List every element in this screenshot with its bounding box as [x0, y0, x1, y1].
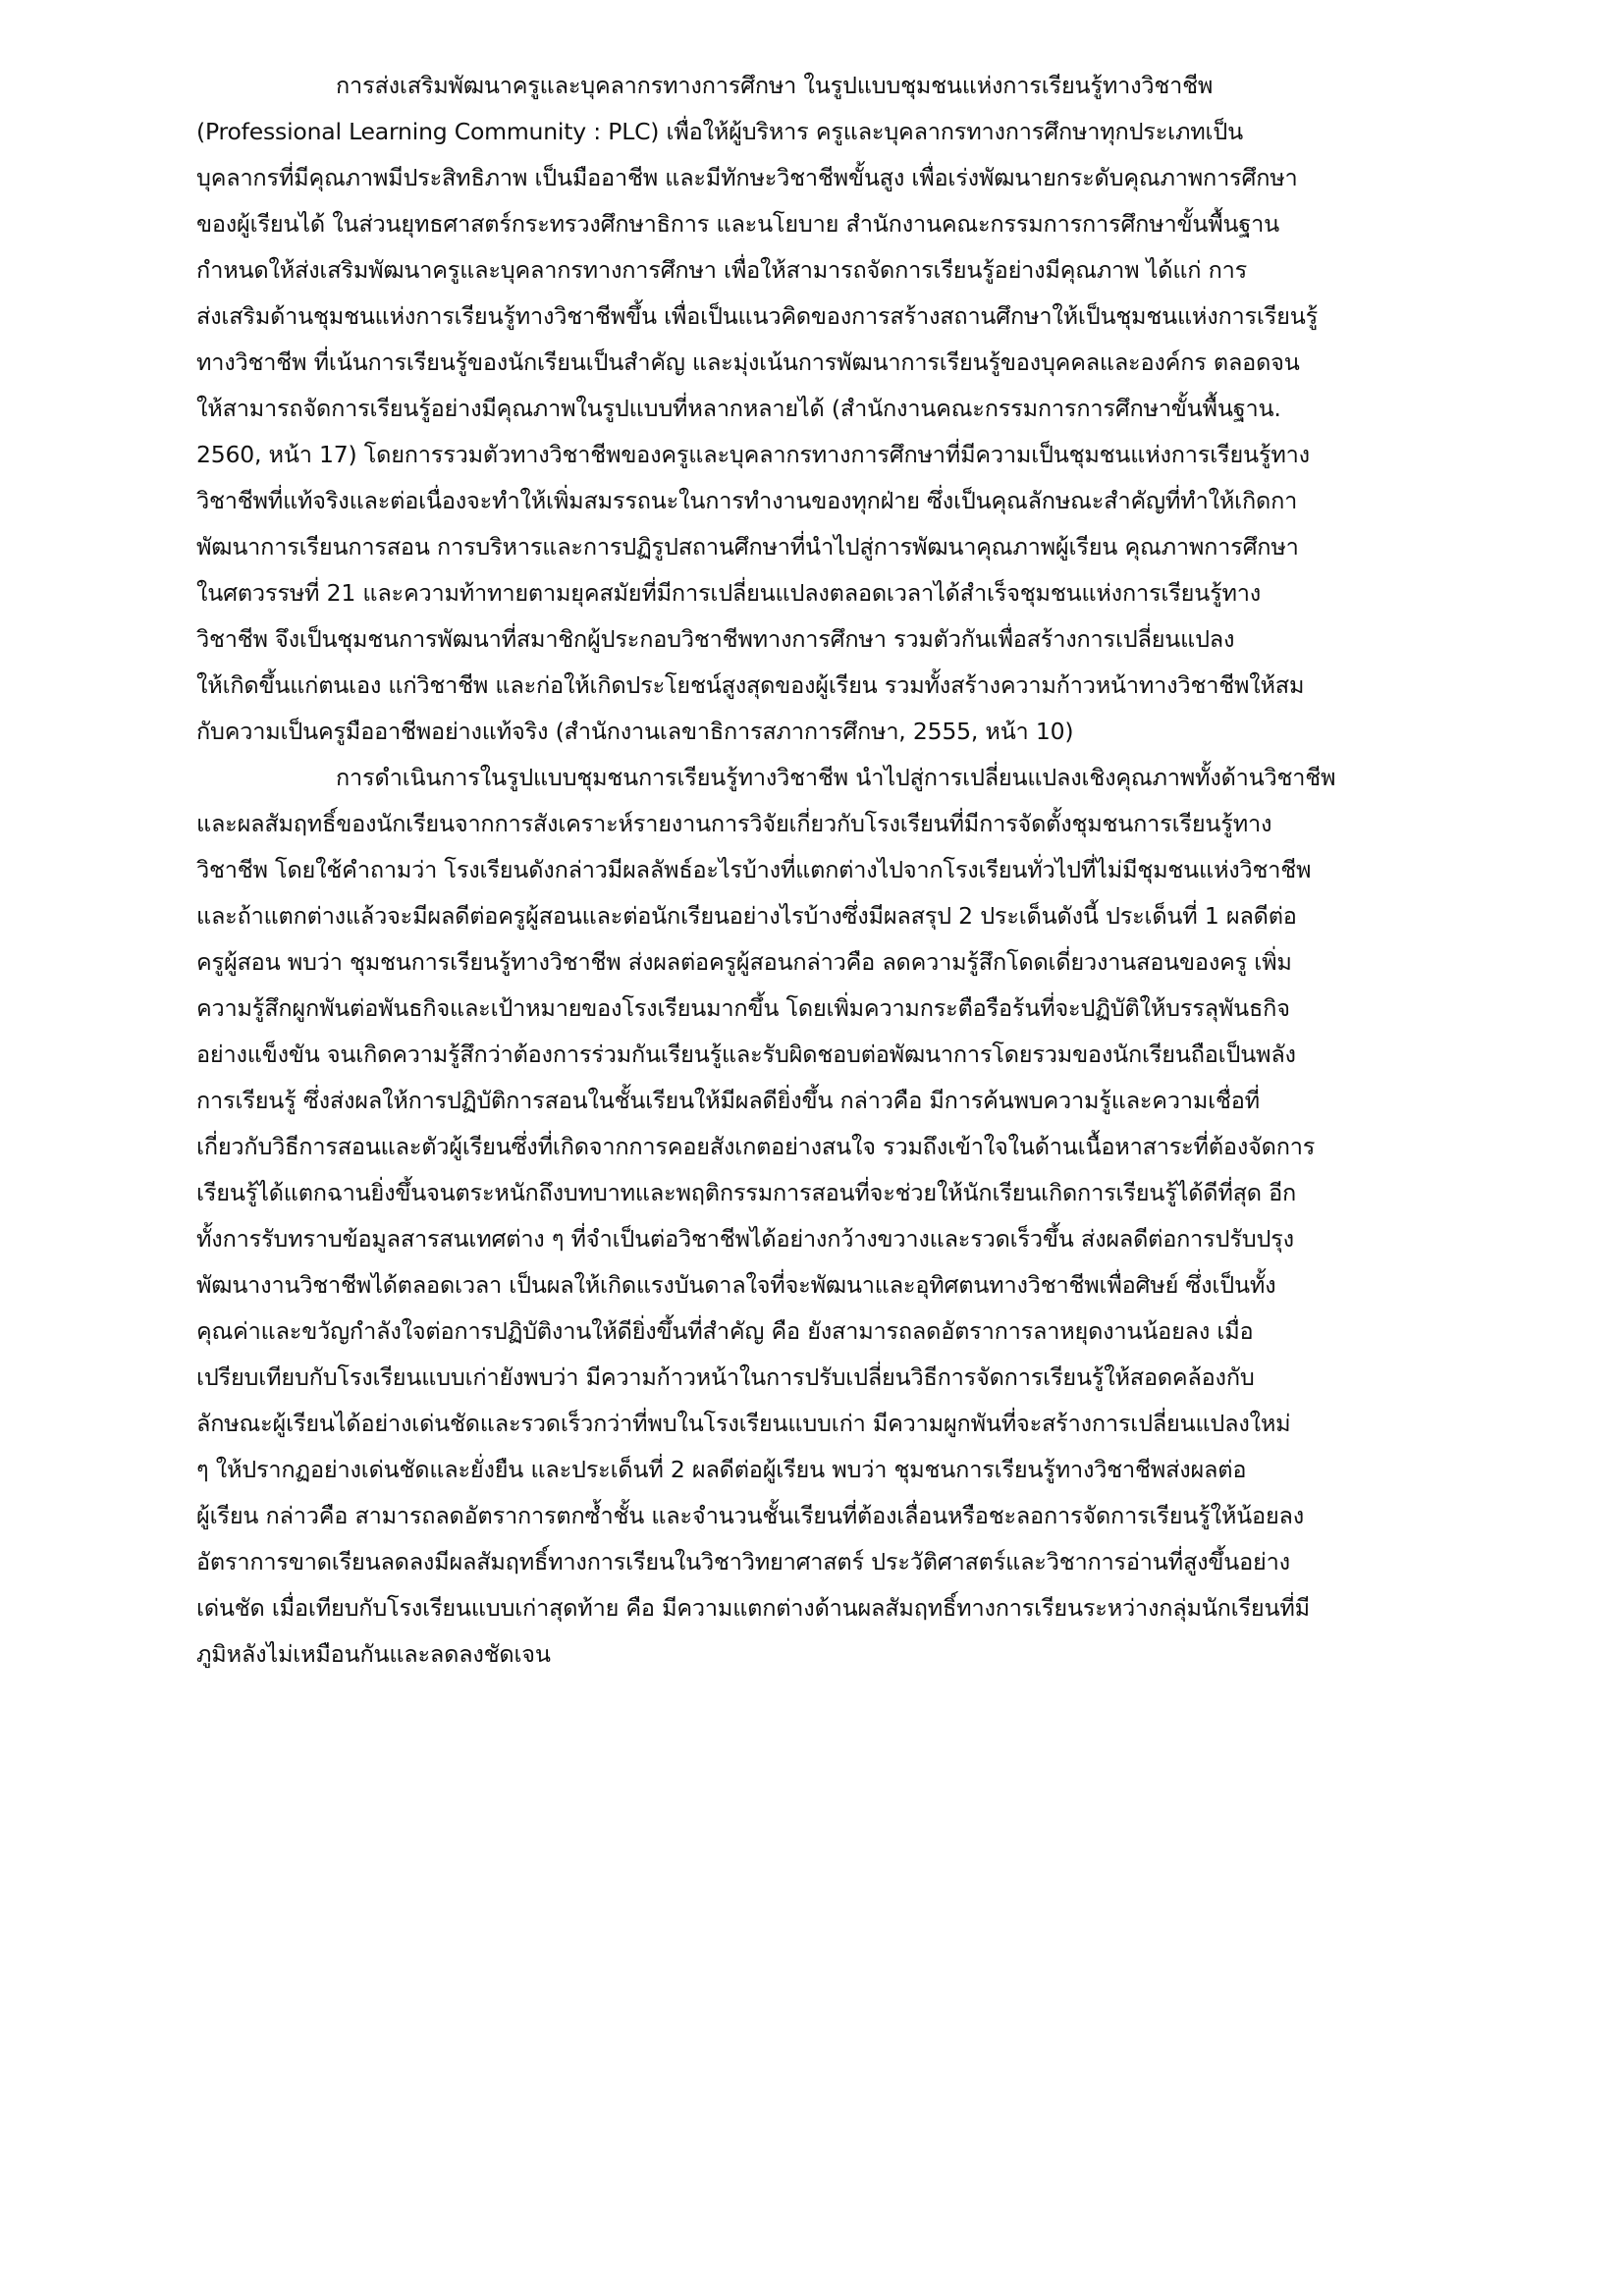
paragraph-line: พัฒนางานวิชาชีพได้ตลอดเวลา เป็นผลให้เกิดแรงบันดาลใจที่จะพัฒนาและอุทิศตนทางวิชาชีพเพื่อศิษย์ ซึ่งเป็นทั้ง	[196, 1271, 1276, 1299]
paragraph-line: ลักษณะผู้เรียนได้อย่างเด่นชัดและรวดเร็วกว่าที่พบในโรงเรียนแบบเก่า มีความผูกพันที่จะสร้างการเปลี่ยนแปลงใหม่	[196, 1410, 1291, 1437]
paragraph-line: ความรู้สึกผูกพันต่อพันธกิจและเป้าหมายของโรงเรียนมากขึ้น โดยเพิ่มความกระตือรือร้นที่จะปฏิบัติให้บรรลุพันธกิจ	[196, 994, 1290, 1022]
paragraph-line: การส่งเสริมพัฒนาครูและบุคลากรทางการศึกษา ในรูปแบบชุมชนแห่งการเรียนรู้ทางวิชาชีพ	[336, 72, 1214, 99]
paragraph-line: กำหนดให้ส่งเสริมพัฒนาครูและบุคลากรทางการศึกษา เพื่อให้สามารถจัดการเรียนรู้อย่างมีคุณภาพ ได้แก่ การ	[196, 256, 1248, 284]
paragraph-line: เปรียบเทียบกับโรงเรียนแบบเก่ายังพบว่า มีความก้าวหน้าในการปรับเปลี่ยนวิธีการจัดการเรียนรู้ให้สอดคล้องกับ	[196, 1363, 1255, 1391]
paragraph-line: วิชาชีพ จึงเป็นชุมชนการพัฒนาที่สมาชิกผู้ประกอบวิชาชีพทางการศึกษา รวมตัวกันเพื่อสร้างการเปลี่ยนแปลง	[196, 625, 1235, 653]
paragraph-line: ๆ ให้ปรากฏอย่างเด่นชัดและยั่งยืน และประเด็นที่ 2 ผลดีต่อผู้เรียน พบว่า ชุมชนการเรียนรู้ทางวิชาชีพส่งผลต่อ	[196, 1456, 1247, 1483]
paragraph-2	[196, 755, 1443, 1678]
paragraph-line: ทางวิชาชีพ ที่เน้นการเรียนรู้ของนักเรียนเป็นสำคัญ และมุ่งเน้นการพัฒนาการเรียนรู้ของบุคคลและองค์กร ตลอดจน	[196, 348, 1300, 376]
paragraph-line: ครูผู้สอน พบว่า ชุมชนการเรียนรู้ทางวิชาชีพ ส่งผลต่อครูผู้สอนกล่าวคือ ลดความรู้สึกโดดเดี่ยวงานสอนของครู เพิ่ม	[196, 948, 1292, 976]
paragraph-line: ของผู้เรียนได้ ในส่วนยุทธศาสตร์กระทรวงศึกษาธิการ และนโยบาย สำนักงานคณะกรรมการการศึกษาขั้นพื้นฐาน	[196, 210, 1279, 238]
paragraph-line: ในศตวรรษที่ 21 และความท้าทายตามยุคสมัยที่มีการเปลี่ยนแปลงตลอดเวลาได้สำเร็จชุมชนแห่งการเรียนรู้ทาง	[196, 579, 1262, 607]
paragraph-line: ให้เกิดขึ้นแก่ตนเอง แก่วิชาชีพ และก่อให้เกิดประโยชน์สูงสุดของผู้เรียน รวมทั้งสร้างความก้าวหน้าทางวิชาชีพให้สม	[196, 671, 1305, 699]
paragraph-line: คุณค่าและขวัญกำลังใจต่อการปฏิบัติงานให้ดียิ่งขึ้นที่สำคัญ คือ ยังสามารถลดอัตราการลาหยุดงานน้อยลง เมื่อ	[196, 1317, 1254, 1345]
body-text	[196, 63, 1443, 1678]
paragraph-line: เรียนรู้ได้แตกฉานยิ่งขึ้นจนตระหนักถึงบทบาทและพฤติกรรมการสอนที่จะช่วยให้นักเรียนเกิดการเรียนรู้ได้ดีที่สุด อีก	[196, 1179, 1297, 1206]
paragraph-line: การดำเนินการในรูปแบบชุมชนการเรียนรู้ทางวิชาชีพ นำไปสู่การเปลี่ยนแปลงเชิงคุณภาพทั้งด้านวิชาชีพ	[336, 764, 1336, 791]
paragraph-line: พัฒนาการเรียนการสอน การบริหารและการปฏิรูปสถานศึกษาที่นำไปสู่การพัฒนาคุณภาพผู้เรียน คุณภาพการศึกษา	[196, 533, 1299, 561]
paragraph-line: (Professional Learning Community : PLC) เพื่อให้ผู้บริหาร ครูและบุคลากรทางการศึกษาทุกประเภทเป็น	[196, 118, 1243, 145]
paragraph-line: การเรียนรู้ ซึ่งส่งผลให้การปฏิบัติการสอนในชั้นเรียนให้มีผลดียิ่งขึ้น กล่าวคือ มีการค้นพบความรู้และความเชื่อที่	[196, 1087, 1260, 1114]
paragraph-line: และถ้าแตกต่างแล้วจะมีผลดีต่อครูผู้สอนและต่อนักเรียนอย่างไรบ้างซึ่งมีผลสรุป 2 ประเด็นดังนี้ ประเด็นที่ 1 ผลดีต่อ	[196, 902, 1297, 930]
paragraph-line: กับความเป็นครูมืออาชีพอย่างแท้จริง (สำนักงานเลขาธิการสภาการศึกษา, 2555, หน้า 10)	[196, 718, 1074, 745]
paragraph-line: เกี่ยวกับวิธีการสอนและตัวผู้เรียนซึ่งที่เกิดจากการคอยสังเกตอย่างสนใจ รวมถึงเข้าใจในด้านเนื้อหาสาระที่ต้องจัดการ	[196, 1133, 1316, 1160]
paragraph-line: บุคลากรที่มีคุณภาพมีประสิทธิภาพ เป็นมืออาชีพ และมีทักษะวิชาชีพขั้นสูง เพื่อเร่งพัฒนายกระดับคุณภาพการศึกษา	[196, 164, 1298, 191]
paragraph-line: อย่างแข็งขัน จนเกิดความรู้สึกว่าต้องการร่วมกันเรียนรู้และรับผิดชอบต่อพัฒนาการโดยรวมของนักเรียนถือเป็นพลัง	[196, 1041, 1296, 1068]
paragraph-line: ให้สามารถจัดการเรียนรู้อย่างมีคุณภาพในรูปแบบที่หลากหลายได้ (สำนักงานคณะกรรมการการศึกษาขั้นพื้นฐาน.	[196, 395, 1281, 422]
paragraph-line: วิชาชีพ โดยใช้คำถามว่า โรงเรียนดังกล่าวมีผลลัพธ์อะไรบ้างที่แตกต่างไปจากโรงเรียนทั่วไปที่ไม่มีชุมชนแห่งวิชาชีพ	[196, 856, 1312, 883]
paragraph-line: ผู้เรียน กล่าวคือ สามารถลดอัตราการตกซ้ำชั้น และจำนวนชั้นเรียนที่ต้องเลื่อนหรือชะลอการจัดการเรียนรู้ให้น้อยลง	[196, 1502, 1304, 1529]
paragraph-line: และผลสัมฤทธิ์ของนักเรียนจากการสังเคราะห์รายงานการวิจัยเกี่ยวกับโรงเรียนที่มีการจัดตั้งชุมชนการเรียนรู้ทาง	[196, 810, 1272, 837]
paragraph-line: ส่งเสริมด้านชุมชนแห่งการเรียนรู้ทางวิชาชีพขึ้น เพื่อเป็นแนวคิดของการสร้างสถานศึกษาให้เป็นชุมชนแห่งการเรียนรู้	[196, 302, 1319, 330]
paragraph-line: ทั้งการรับทราบข้อมูลสารสนเทศต่าง ๆ ที่จำเป็นต่อวิชาชีพได้อย่างกว้างขวางและรวดเร็วขึ้น ส่งผลดีต่อการปรับปรุง	[196, 1225, 1294, 1253]
paragraph-line: 2560, หน้า 17) โดยการรวมตัวทางวิชาชีพของครูและบุคลากรทางการศึกษาที่มีความเป็นชุมชนแห่งการเรียนรู้ทาง	[196, 441, 1310, 468]
paragraph-line: ภูมิหลังไม่เหมือนกันและลดลงชัดเจน	[196, 1640, 551, 1668]
paragraph-line: อัตราการขาดเรียนลดลงมีผลสัมฤทธิ์ทางการเรียนในวิชาวิทยาศาสตร์ ประวัติศาสตร์และวิชาการอ่านที่สูงขึ้นอย่าง	[196, 1548, 1290, 1575]
paragraph-line: เด่นชัด เมื่อเทียบกับโรงเรียนแบบเก่าสุดท้าย คือ มีความแตกต่างด้านผลสัมฤทธิ์ทางการเรียนระหว่างกลุ่มนักเรียนที่มี	[196, 1594, 1310, 1622]
paragraph-1	[196, 63, 1443, 755]
paragraph-line: วิชาชีพที่แท้จริงและต่อเนื่องจะทำให้เพิ่มสมรรถนะในการทำงานของทุกฝ่าย ซึ่งเป็นคุณลักษณะสำคัญที่ทำให้เกิดกา	[196, 487, 1298, 514]
